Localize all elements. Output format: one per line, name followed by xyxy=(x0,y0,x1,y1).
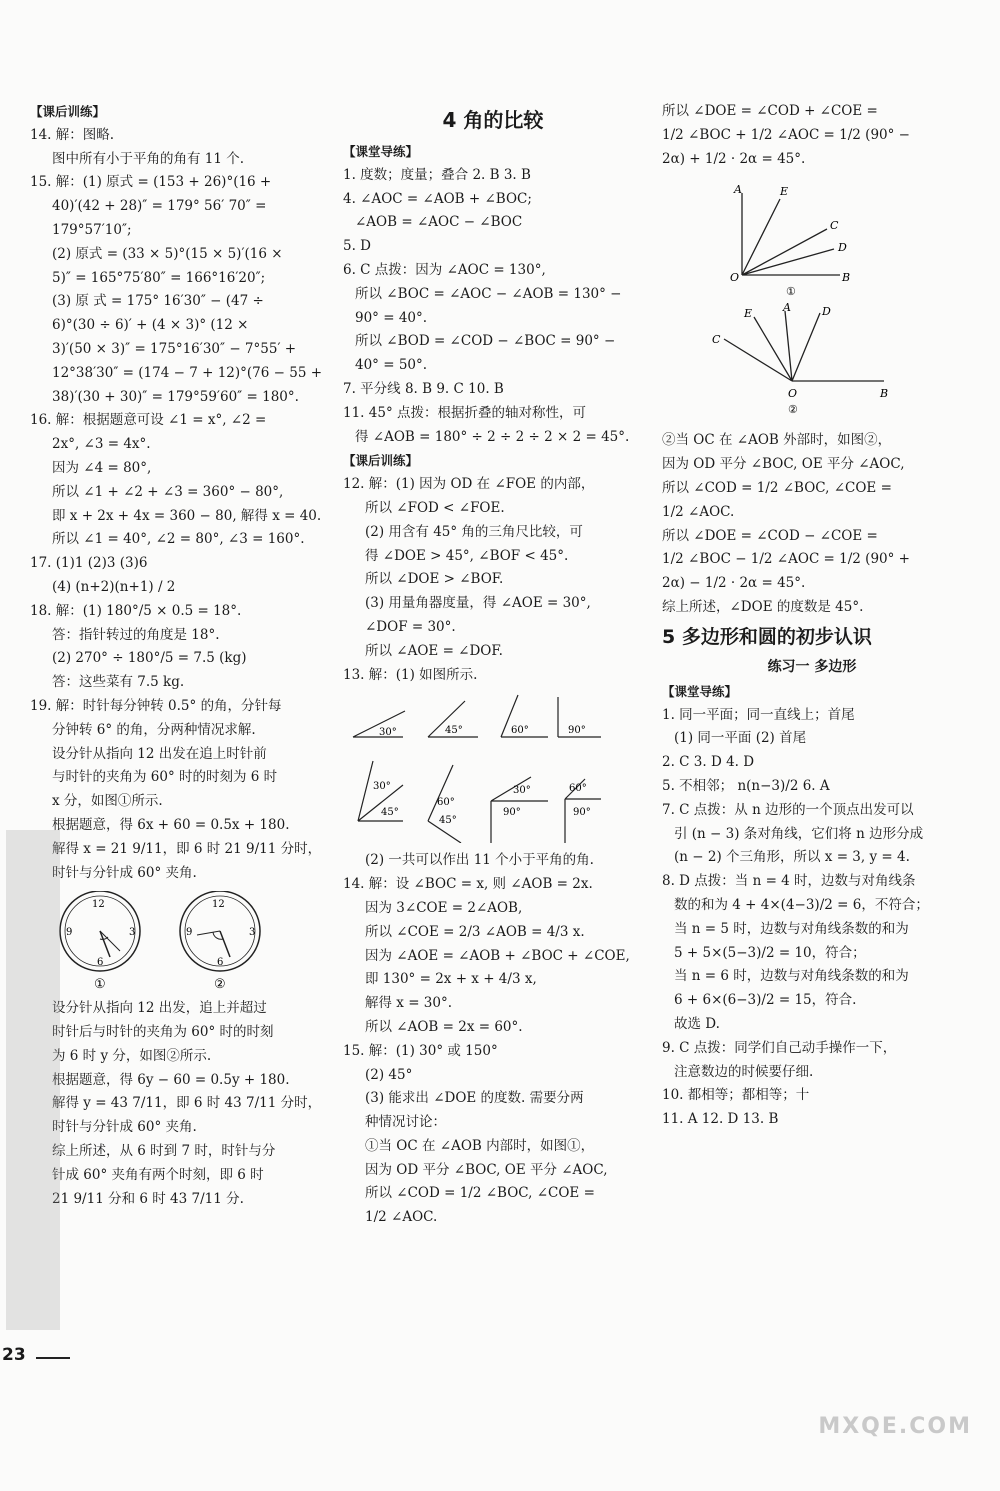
angle-label-4: 90° xyxy=(568,725,586,737)
text-line: 所以 ∠COD = 1/2 ∠BOC, ∠COE = xyxy=(365,1185,595,1202)
text-line: 40° = 50°. xyxy=(355,357,428,374)
angle-diagrams xyxy=(343,693,603,843)
text-line: 因为 OD 平分 ∠BOC, OE 平分 ∠AOC, xyxy=(662,456,905,473)
text-line: 12. 解：(1) 因为 OD 在 ∠FOE 的内部， xyxy=(343,476,595,493)
text-line: 1/2 ∠AOC. xyxy=(662,503,735,520)
text-line: 答：指针转过的角度是 18°. xyxy=(52,626,220,643)
text-line: 所以 ∠FOD < ∠FOE. xyxy=(365,499,505,516)
text-line: (2) 一共可以作出 11 个小于平角的角. xyxy=(365,852,594,869)
text-line: 即 x + 2x + 4x = 360 − 80, 解得 x = 40. xyxy=(52,507,322,524)
text-line: 15. 解：(1) 原式 = (153 + 26)°(16 + xyxy=(30,174,272,191)
text-line: 【课堂导练】 xyxy=(343,144,419,159)
fig1-D: D xyxy=(838,241,847,255)
text-line: 答：这些菜有 7.5 kg. xyxy=(52,674,185,691)
fig2-B: B xyxy=(880,387,889,401)
text-line: 1/2 ∠BOC + 1/2 ∠AOC = 1/2 (90° − xyxy=(662,126,910,143)
angle-label-10: 90° xyxy=(503,807,521,819)
text-line: 因为 3∠COE = 2∠AOB, xyxy=(365,899,523,916)
fig2-O: O xyxy=(788,387,798,401)
side-watermark-graphic xyxy=(2,820,64,1340)
text-line: 2. C 3. D 4. D xyxy=(662,754,755,771)
text-line: 注意数边的时候要仔细. xyxy=(674,1063,814,1080)
text-line: 11. A 12. D 13. B xyxy=(662,1111,779,1128)
ray-figure-2 xyxy=(662,303,962,423)
text-line: 所以 ∠BOC = ∠AOC − ∠AOB = 130° − xyxy=(355,285,622,302)
text-line: 1. 度数；度量；叠合 2. B 3. B xyxy=(343,166,531,183)
text-line: 与时针的夹角为 60° 时的时刻为 6 时 xyxy=(52,769,278,786)
text-line: 2α) − 1/2 · 2α = 45°. xyxy=(662,575,806,592)
text-line: 得 ∠AOB = 180° ÷ 2 ÷ 2 ÷ 2 × 2 = 45°. xyxy=(355,428,630,445)
angle-label-6: 45° xyxy=(381,807,399,819)
text-line: 所以 ∠AOB = 2x = 60°. xyxy=(365,1018,523,1035)
clock-1-12: 12 xyxy=(92,899,105,911)
text-line: 90° = 40°. xyxy=(355,309,428,326)
angle-label-2: 45° xyxy=(445,725,463,737)
text-line: ①当 OC 在 ∠AOB 内部时，如图①， xyxy=(365,1137,595,1154)
text-line: 所以 ∠DOE = ∠COD − ∠COE = xyxy=(662,527,878,544)
text-line: (n − 2) 个三角形，所以 x = 3, y = 4. xyxy=(674,849,910,866)
answer-block-1-13 xyxy=(343,140,643,687)
text-line: 10. 都相等；都相等；十 xyxy=(662,1087,810,1104)
text-line: 所以 ∠DOE > ∠BOF. xyxy=(365,571,504,588)
angle-label-9: 30° xyxy=(513,785,531,797)
text-line: 解得 x = 21 9/11，即 6 时 21 9/11 分时， xyxy=(52,840,322,857)
fig2-D: D xyxy=(822,305,831,319)
text-line: 16. 解：根据题意可设 ∠1 = x°, ∠2 = xyxy=(30,412,267,429)
fig2-A: A xyxy=(783,303,791,315)
text-line: 针成 60° 夹角有两个时刻，即 6 时 xyxy=(52,1166,264,1183)
section-title-5: 5 多边形和圆的初步认识 xyxy=(662,625,872,648)
angle-figures xyxy=(343,693,643,843)
text-line: 当 n = 5 时，边数与对角线条数的和为 xyxy=(674,920,909,937)
fig1-E: E xyxy=(780,185,789,199)
answer-block-15-cont xyxy=(662,100,962,171)
text-line: 19. 解：时针每分钟转 0.5° 的角，分针每 xyxy=(30,697,282,714)
text-line: 179°57′10″; xyxy=(52,221,132,238)
text-line: 21 9/11 分和 6 时 43 7/11 分. xyxy=(52,1190,244,1207)
text-line: 数的和为 4 + 4×(4−3)/2 = 6，不符合； xyxy=(674,896,929,913)
text-line: 18. 解：(1) 180°/5 × 0.5 = 18°. xyxy=(30,602,242,619)
text-line: 解得 x = 30°. xyxy=(365,995,453,1012)
answer-block-14-19 xyxy=(30,100,322,885)
clock-1-6: 6 xyxy=(97,957,104,969)
text-line: 38)′(30 + 30)″ = 179°59′60″ = 180°. xyxy=(52,388,299,405)
clock-2-9: 9 xyxy=(186,927,193,939)
text-line: 3)′(50 × 3)″ = 175°16′30″ − 7°55′ + xyxy=(52,340,297,357)
fig1-B: B xyxy=(842,271,851,285)
text-line: 综上所述，从 6 时到 7 时，时针与分 xyxy=(52,1143,276,1160)
text-line: 【课后训练】 xyxy=(30,104,106,119)
site-watermark: MXQE.COM xyxy=(818,1414,972,1439)
text-line: 13. 解：(1) 如图所示. xyxy=(343,666,478,683)
answer-block-19-cont xyxy=(30,997,322,1211)
angle-label-11: 60° xyxy=(569,783,587,795)
clock-1-3: 3 xyxy=(129,927,136,939)
text-line: (3) 原 式 = 175° 16′30″ − (47 ÷ xyxy=(52,293,264,310)
text-line: 因为 ∠4 = 80°, xyxy=(52,459,152,476)
text-line: 为 6 时 y 分，如图②所示. xyxy=(52,1047,212,1064)
text-line: (1) 同一平面 (2) 首尾 xyxy=(674,730,807,747)
text-line: ∠DOF = 30°. xyxy=(365,618,456,635)
text-line: 5. 不相邻； n(n−3)/2 6. A xyxy=(662,777,830,794)
clock-2 xyxy=(180,891,260,991)
text-line: 1. 同一平面；同一直线上；首尾 xyxy=(662,706,855,723)
angle-label-3: 60° xyxy=(511,725,529,737)
text-line: 解得 y = 43 7/11，即 6 时 43 7/11 分时， xyxy=(52,1095,322,1112)
clock-1-label: ① xyxy=(94,977,106,992)
text-line: 图中所有小于平角的角有 11 个. xyxy=(52,150,245,167)
text-line: (3) 用量角器度量，得 ∠AOE = 30°, xyxy=(365,595,591,612)
fig1-C: C xyxy=(830,219,839,233)
text-line: ∠AOB = ∠AOC − ∠BOC xyxy=(355,214,523,231)
clock-2-3: 3 xyxy=(249,927,256,939)
text-line: 2α) + 1/2 · 2α = 45°. xyxy=(662,150,806,167)
text-line: 根据题意，得 6x + 60 = 0.5x + 180. xyxy=(52,816,290,833)
angle-label-12: 90° xyxy=(573,807,591,819)
clock-2-6: 6 xyxy=(217,957,224,969)
text-line: 5 + 5×(5−3)/2 = 10，符合； xyxy=(674,944,866,961)
text-line: 9. C 点拨：同学们自己动手操作一下， xyxy=(662,1039,897,1056)
text-line: 17. (1)1 (2)3 (3)6 xyxy=(30,555,148,572)
clock-1 xyxy=(60,891,140,991)
text-line: 14. 解：图略. xyxy=(30,126,115,143)
text-line: 因为 ∠AOE = ∠AOB + ∠BOC + ∠COE, xyxy=(365,947,630,964)
text-line: 即 130° = 2x + x + 4/3 x, xyxy=(365,971,537,988)
angle-label-1: 30° xyxy=(379,727,397,739)
text-line: 6 + 6×(6−3)/2 = 15，符合. xyxy=(674,992,857,1009)
text-line: 6)°(30 ÷ 6)′ + (4 × 3)° (12 × xyxy=(52,317,249,334)
fig1-num: ① xyxy=(786,285,796,298)
answer-block-15-case2 xyxy=(662,429,962,619)
text-line: 2x°, ∠3 = 4x°. xyxy=(52,436,151,453)
text-line: 设分针从指向 12 出发在追上时针前 xyxy=(52,745,267,762)
angle-label-8: 45° xyxy=(439,815,457,827)
section-title-4: 4 角的比较 xyxy=(442,108,544,132)
text-line: 【课堂导练】 xyxy=(662,683,738,699)
fig2-num: ② xyxy=(788,403,798,417)
angle-label-7: 60° xyxy=(437,797,455,809)
clock-diagrams xyxy=(30,891,300,991)
right-column xyxy=(662,100,962,1132)
text-line: 【课后训练】 xyxy=(343,453,419,469)
subsection-title: 练习一 多边形 xyxy=(767,658,857,675)
text-line: 所以 ∠COE = 2/3 ∠AOB = 4/3 x. xyxy=(365,923,585,940)
text-line: 4. ∠AOC = ∠AOB + ∠BOC; xyxy=(343,190,532,207)
text-line: 因为 OD 平分 ∠BOC, OE 平分 ∠AOC, xyxy=(365,1161,608,1178)
text-line: 根据题意，得 6y − 60 = 0.5y + 180. xyxy=(52,1071,290,1088)
text-line: 所以 ∠1 = 40°, ∠2 = 80°, ∠3 = 160°. xyxy=(52,531,305,548)
text-line: 15. 解：(1) 30° 或 150° xyxy=(343,1042,498,1059)
clock-2-12: 12 xyxy=(212,899,225,911)
middle-column xyxy=(343,100,643,1230)
text-line: 1/2 ∠AOC. xyxy=(365,1209,438,1226)
text-line: (2) 原式 = (33 × 5)°(15 × 5)′(16 × xyxy=(52,245,283,262)
text-line: 时针与分针成 60° 夹角. xyxy=(52,864,197,881)
text-line: (3) 能求出 ∠DOE 的度数. 需要分两 xyxy=(365,1090,584,1107)
text-line: 得 ∠DOE > 45°, ∠BOF < 45°. xyxy=(365,547,569,564)
fig2-C: C xyxy=(712,333,721,347)
clock-figures xyxy=(30,891,322,991)
text-line: 40)′(42 + 28)″ = 179° 56′ 70″ = xyxy=(52,198,267,215)
fig2-E: E xyxy=(744,307,753,321)
ray-diagram-2 xyxy=(662,303,892,423)
clock-1-9: 9 xyxy=(66,927,73,939)
text-line: 所以 ∠1 + ∠2 + ∠3 = 360° − 80°, xyxy=(52,483,284,500)
text-line: (2) 270° ÷ 180°/5 = 7.5 (kg) xyxy=(52,650,247,667)
fig1-A: A xyxy=(734,183,742,197)
text-line: 当 n = 6 时，边数与对角线条数的和为 xyxy=(674,968,909,985)
text-line: 14. 解：设 ∠BOC = x, 则 ∠AOB = 2x. xyxy=(343,876,593,893)
text-line: 12°38′30″ = (174 − 7 + 12)°(76 − 55 + xyxy=(52,364,323,381)
text-line: 时针与分针成 60° 夹角. xyxy=(52,1119,197,1136)
text-line: 综上所述，∠DOE 的度数是 45°. xyxy=(662,598,864,615)
answer-block-polygon xyxy=(662,680,962,1132)
text-line: 5. D xyxy=(343,238,371,255)
text-line: 5)″ = 165°75′80″ = 166°16′20″; xyxy=(52,269,266,286)
text-line: 分钟转 6° 的角，分两种情况求解. xyxy=(52,721,256,738)
left-column xyxy=(30,100,322,1211)
text-line: 引 (n − 3) 条对角线，它们将 n 边形分成 xyxy=(674,825,924,842)
fig1-O: O xyxy=(730,271,740,285)
answer-block-13-15 xyxy=(343,849,643,1230)
text-line: 1/2 ∠BOC − 1/2 ∠AOC = 1/2 (90° + xyxy=(662,551,910,568)
text-line: 所以 ∠AOE = ∠DOF. xyxy=(365,642,503,659)
ray-diagram-1 xyxy=(662,177,862,297)
text-line: 故选 D. xyxy=(674,1015,720,1032)
text-line: 设分针从指向 12 出发，追上并超过 xyxy=(52,1000,267,1017)
page-number-rule xyxy=(36,1357,70,1359)
text-line: 7. 平分线 8. B 9. C 10. B xyxy=(343,380,504,397)
text-line: ②当 OC 在 ∠AOB 外部时，如图②， xyxy=(662,432,892,449)
text-line: 8. D 点拨：当 n = 4 时，边数与对角线条 xyxy=(662,873,916,890)
text-line: 11. 45° 点拨：根据折叠的轴对称性，可 xyxy=(343,404,586,421)
clock-2-label: ② xyxy=(214,977,226,992)
text-line: x 分，如图①所示. xyxy=(52,793,163,810)
text-line: 种情况讨论： xyxy=(365,1114,446,1131)
text-line: 所以 ∠COD = 1/2 ∠BOC, ∠COE = xyxy=(662,479,892,496)
text-line: 7. C 点拨：从 n 边形的一个顶点出发可以 xyxy=(662,801,914,818)
text-line: 所以 ∠BOD = ∠COD − ∠BOC = 90° − xyxy=(355,333,616,350)
page-number: 23 xyxy=(2,1345,26,1365)
text-line: 所以 ∠DOE = ∠COD + ∠COE = xyxy=(662,103,878,119)
ray-figure-1 xyxy=(662,177,962,297)
text-line: 时针后与时针的夹角为 60° 时的时刻 xyxy=(52,1024,274,1041)
text-line: (4) (n+2)(n+1) / 2 xyxy=(52,578,176,595)
text-line: 6. C 点拨：因为 ∠AOC = 130°, xyxy=(343,261,546,278)
text-line: (2) 45° xyxy=(365,1066,413,1083)
text-line: (2) 用含有 45° 角的三角尺比较，可 xyxy=(365,523,583,540)
angle-label-5: 30° xyxy=(373,781,391,793)
